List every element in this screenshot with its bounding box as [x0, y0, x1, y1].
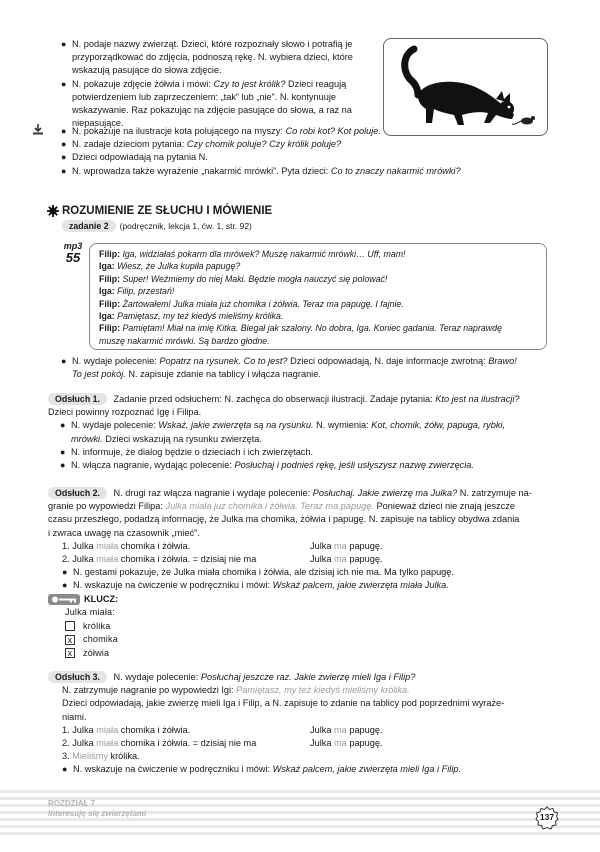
download-icon[interactable]	[32, 123, 44, 135]
key-title: KLUCZ:	[84, 594, 119, 604]
numbered-line: 2. Julka miała chomika i żółwia. = dzisiaj nie ma Julka ma papugę.	[62, 738, 383, 749]
odsluch-2: Odsłuch 2. N. drugi raz włącza nagranie i wydaje polecenie: Posłuchaj. Jakie zwierzę ma Julka? N. zatrzymuje na- granie po wypowiedzi Filipa: Julka miała już chomika i żółwia. Teraz ma papugę. Ponieważ dzieci nie znają jeszcze czasu przeszłego, podadzą informację, że Julka ma chomika, żółwia i papugę. N. zapisuje na tablicy obydwa zdania i zwraca uwagę na czasownik „mieć”. 1. Julka miała chomika i żółwia. Julka ma papugę. 2. Julka miała chomika i żółwia. = dzisiaj nie ma Julka ma papugę. ● N. gestami pokazuje, że Julka miała chomika i żółwia, ale dzisiaj ich nie ma. Ma tylko papugę. ● N. wskazuje na ćwiczenie w podręczniku i mówi: Wskaż palcem, jakie zwierzęta miała Julka.	[48, 487, 554, 593]
odsluch-1-label: Odsłuch 1.	[48, 393, 107, 405]
numbered-line: 2. Julka miała chomika i żółwia. = dzisiaj nie ma Julka ma papugę.	[62, 554, 383, 565]
task-badge: zadanie 2	[62, 220, 116, 232]
key-option: królika	[65, 620, 118, 634]
list-item: ● N. wydaje polecenie: Popatrz na rysunek. Co to jest? Dzieci odpowiadają, N. daje informacje zwrotną: Brawo! To jest pokój. N. zapisuje zdanie na tablicy i włącza nagranie.	[61, 356, 517, 380]
key-subtitle: Julka miała:	[65, 607, 115, 617]
odsluch-1: Odsłuch 1. Zadanie przed odsłuchem: N. zachęca do obserwacji ilustracji. Zadaje pytania: Kto jest na ilustracji? Dzieci powinny rozpoznać Igę i Filipa. ● N. wydaje polecenie: Wskaż, jakie zwierzęta są na rysunku. N. wymienia: Kot, chomik, żółw, papuga, rybki, mrówki. Dzieci wskazują na rysunku zwierzęta. ● N. informuje, że dialog będzie o dzieciach i ich zwierzętach. ● N. włącza nagranie, wydając polecenie: Posłuchaj i podnieś rękę, jeśli usłyszysz nazwę zwierzęcia.	[48, 393, 554, 472]
list-item: ● Dzieci odpowiadają na pytania N.	[61, 152, 208, 163]
list-item: ● N. włącza nagranie, wydając polecenie: Posłuchaj i podnieś rękę, jeśli usłyszysz nazwę zwierzęcia.	[60, 460, 474, 471]
footer-chapter: ROZDZIAŁ 7	[48, 799, 96, 808]
mp3-label: mp3	[63, 241, 83, 251]
odsluch-3: Odsłuch 3. N. wydaje polecenie: Posłuchaj jeszcze raz. Jakie zwierzę mieli Iga i Filip? N. zatrzymuje nagranie po wypowiedzi Igi: Pamiętasz, my też kiedyś mieliśmy królika. Dzieci odpowiadają, jakie zwierzę mieli Iga i Filip, a N. zapisuje to zdanie na tablicy pod poprzednimi wyraże- niami. 1. Julka miała chomika i żółwia. Julka ma papugę. 2. Julka miała chomika i żółwia. = dzisiaj nie ma Julka ma papugę. 3. Mieliśmy królika. ● N. wskazuje na ćwiczenie w podręczniku i mówi: Wskaż palcem, jakie zwierzęta mieli Iga i Filip.	[48, 671, 554, 777]
list-item: ● N. wskazuje na ćwiczenie w podręczniku i mówi: Wskaż palcem, jakie zwierzęta miała Julka.	[62, 580, 449, 591]
list-item: ● N. wprowadza także wyrażenie „nakarmić mrówki”. Pyta dzieci: Co to znaczy nakarmić mrówki?	[61, 165, 461, 176]
dialog-line: Iga: Pamiętasz, my też kiedyś mieliśmy królika.	[99, 311, 284, 322]
dialog-line: Iga: Filip, przestań!	[99, 286, 175, 297]
list-item: ● N. informuje, że dialog będzie o dzieciach i ich zwierzętach.	[60, 446, 314, 457]
dialog-line: muszę nakarmić mrówki. Są bardzo głodne.	[99, 335, 270, 346]
answer-key	[65, 606, 118, 660]
dialog-line: Filip: Super! Weźmiemy do niej Maki. Będzie mogła nauczyć się polować!	[99, 273, 388, 284]
gear-icon	[47, 205, 59, 217]
numbered-line: 3. Mieliśmy królika.	[62, 751, 140, 762]
numbered-line: 1. Julka miała chomika i żółwia. Julka ma papugę.	[62, 540, 383, 551]
list-item: ● N. gestami pokazuje, że Julka miała chomika i żółwia, ale dzisiaj ich nie ma. Ma tylko papugę.	[62, 567, 454, 578]
cat-illustration	[383, 38, 548, 136]
numbered-line: 1. Julka miała chomika i żółwia. Julka ma papugę.	[62, 724, 383, 735]
page-number: 137	[535, 806, 559, 830]
track-number: 55	[65, 250, 81, 265]
section-title: ROZUMIENIE ZE SŁUCHU I MÓWIENIE	[62, 205, 273, 217]
footer-subtitle: Interesuję się zwierzętami	[48, 809, 147, 818]
intro-bullets	[61, 38, 371, 130]
checkbox: x	[65, 635, 75, 645]
dialog-line: Filip: Żartowałem! Julka miała już chomika i żółwia. Teraz ma papugę. I fajnie.	[99, 298, 404, 309]
odsluch-2-label: Odsłuch 2.	[48, 487, 107, 499]
dialog-line: Filip: Iga, widziałaś pokarm dla mrówek? Muszę nakarmić mrówki… Uff, mam!	[99, 249, 406, 259]
key-icon	[48, 594, 80, 605]
list-item: ● N. wskazuje na ćwiczenie w podręczniku i mówi: Wskaż palcem, jakie zwierzęta mieli Iga i Filip.	[62, 764, 462, 775]
list-item: ● N. zadaje dzieciom pytania: Czy chomik poluje? Czy królik poluje?	[61, 139, 342, 150]
key-option: x żółwia	[65, 647, 118, 661]
list-item: ● N. wydaje polecenie: Wskaż, jakie zwierzęta są na rysunku. N. wymienia: Kot, chomik, żółw, papuga, rybki, mrówki. Dzieci wskazują na rysunku zwierzęta.	[60, 420, 506, 444]
task-line	[62, 220, 252, 233]
task-reference: (podręcznik, lekcja 1, ćw. 1, str. 92)	[119, 221, 252, 231]
key-option: x chomika	[65, 633, 118, 647]
dialog-line: Filip: Pamiętam! Miał na imię Kitka. Biegał jak szalony. No dobra, Iga. Koniec gadania. Teraz naprawdę	[99, 323, 502, 334]
after-dialog	[61, 355, 553, 381]
dialog-line: Iga: Wiesz, że Julka kupiła papugę?	[99, 261, 241, 272]
list-item: ● N. pokazuje na ilustracje kota polującego na myszy: Co robi kot? Kot poluje.	[61, 126, 381, 136]
checkbox	[65, 621, 75, 631]
odsluch-3-label: Odsłuch 3.	[48, 671, 107, 683]
mp3-track-badge[interactable]	[58, 241, 88, 265]
dialog-transcript	[89, 243, 547, 350]
list-item: ● N. pokazuje zdjęcie żółwia i mówi: Czy to jest królik? Dzieci reagują potwierdzeniem lub zaprzeczeniem: „tak” lub „nie”. N. kontynuuje wskazywanie. Raz pokazując na zdjęcie pasujące do słowa, a raz na niepasujące.	[61, 78, 352, 129]
cat-hunting-mouse-icon	[384, 39, 548, 136]
list-item: ● N. podaje nazwy zwierząt. Dzieci, które rozpoznały słowo i potrafią je przyporządkować do zdjęcia, podnoszą rękę. N. wybiera dzieci, które wskazują pasujące do słowa zdjęcie.	[61, 39, 353, 76]
checkbox: x	[65, 648, 75, 658]
